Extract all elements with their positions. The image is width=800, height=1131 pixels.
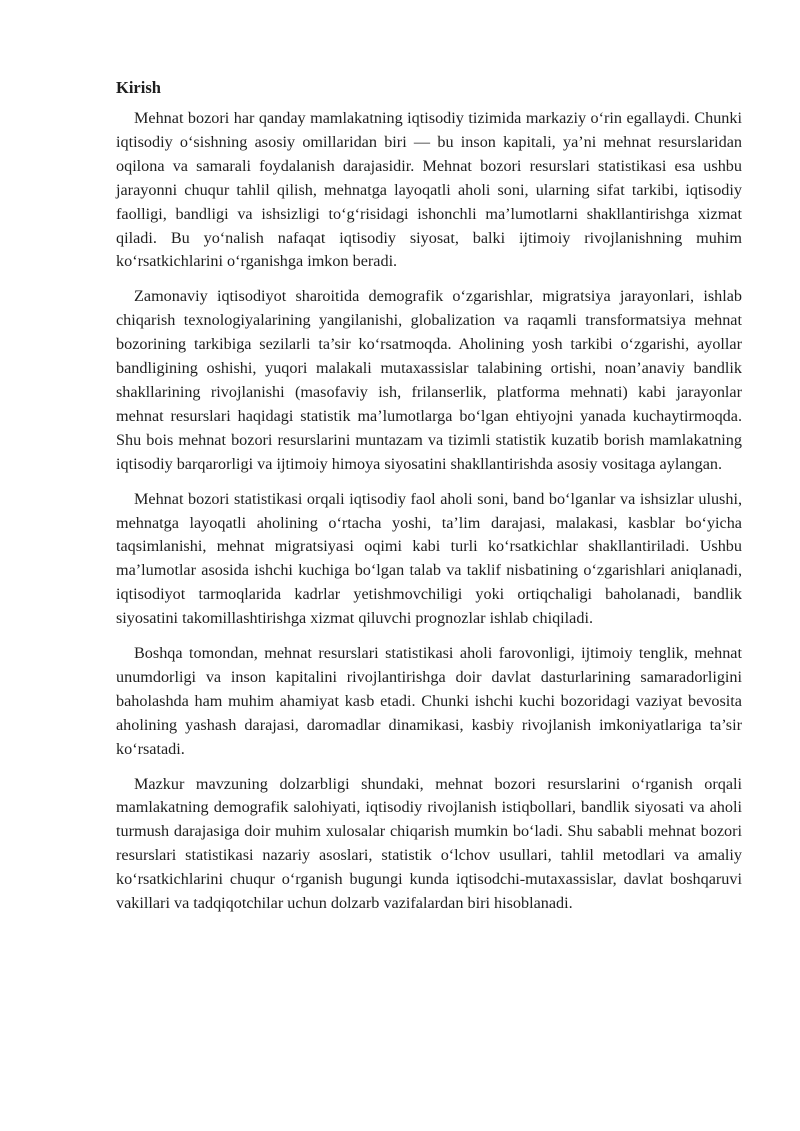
document-page bbox=[116, 76, 742, 927]
paragraph-5: Mazkur mavzuning dolzarbligi shundaki, mehnat bozori resurslarini o‘rganish orqali mamlakatning demografik salohiyati, iqtisodiy rivojlanish istiqbollari, bandlik siyosati va aholi turmush darajasiga doir muhim xulosalar chiqarish mumkin bo‘ladi. Shu sababli mehnat bozori resurslari statistikasi nazariy asoslari, statistik o‘lchov usullari, tahlil metodlari va amaliy ko‘rsatkichlarini chuqur o‘rganish bugungi kunda iqtisodchi-mutaxassislar, davlat boshqaruvi vakillari va tadqiqotchilar uchun dolzarb vazifalardan biri hisoblanadi. bbox=[116, 774, 742, 913]
paragraph-4: Boshqa tomondan, mehnat resurslari statistikasi aholi farovonligi, ijtimoiy tenglik, mehnat unumdorligi va inson kapitalini rivojlantirishga doir davlat dasturlarining samaradorligini baholashda ham muhim ahamiyat kasb etadi. Chunki ishchi kuchi bozoridagi vaziyat bevosita aholining yashash darajasi, daromadlar dinamikasi, kasbiy rivojlanish imkoniyatlariga ta’sir ko‘rsatadi. bbox=[116, 644, 742, 758]
paragraph-1: Mehnat bozori har qanday mamlakatning iqtisodiy tizimida markaziy o‘rin egallaydi. Chunki iqtisodiy o‘sishning asosiy omillaridan biri — bu inson kapitali, ya’ni mehnat resurslaridan oqilona va samarali foydalanish darajasidir. Mehnat bozori resurslari statistikasi esa ushbu jarayonni chuqur tahlil qilish, mehnatga layoqatli aholi soni, ularning sifat tarkibi, iqtisodiy faolligi, bandligi va ishsizligi to‘g‘risidagi ishonchli ma’lumotlarni shakllantirishga xizmat qiladi. Bu yo‘nalish nafaqat iqtisodiy siyosat, balki ijtimoiy rivojlanishning muhim ko‘rsatkichlarini o‘rganishga imkon beradi. bbox=[116, 109, 742, 271]
paragraph-2: Zamonaviy iqtisodiyot sharoitida demografik o‘zgarishlar, migratsiya jarayonlari, ishlab chiqarish texnologiyalarining yangilanishi, globalization va raqamli transformatsiya mehnat bozorining tarkibiga sezilarli ta’sir ko‘rsatmoqda. Aholining yosh tarkibi o‘zgarishi, ayollar bandligining oshishi, yuqori malakali mutaxassislar talabining ortishi, noan’anaviy bandlik shakllarining rivojlanishi (masofaviy ish, frilanserlik, platforma mehnati) kabi jarayonlar mehnat resurslari haqidagi statistik ma’lumotlarga bo‘lgan ehtiyojni yanada kuchaytirmoqda. Shu bois mehnat bozori resurslarini muntazam va tizimli statistik kuzatib borish mamlakatning iqtisodiy barqarorligi va ijtimoiy himoya siyosatini shakllantirishda asosiy vositaga aylangan. bbox=[116, 287, 742, 473]
paragraph-3: Mehnat bozori statistikasi orqali iqtisodiy faol aholi soni, band bo‘lganlar va ishsizlar ulushi, mehnatga layoqatli aholining o‘rtacha yoshi, ta’lim darajasi, malakasi, kasblar bo‘yicha taqsimlanishi, mehnat migratsiyasi oqimi kabi turli ko‘rsatkichlar shakllantiriladi. Ushbu ma’lumotlar asosida ishchi kuchiga bo‘lgan talab va taklif nisbatining o‘zgarishlari aniqlanadi, iqtisodiyot tarmoqlarida kadrlar yetishmovchiligi yoki ortiqchaligi baholanadi, bandlik siyosatini takomillashtirishga xizmat qiluvchi prognozlar ishlab chiqiladi. bbox=[116, 489, 742, 628]
section-heading: Kirish bbox=[116, 78, 161, 97]
